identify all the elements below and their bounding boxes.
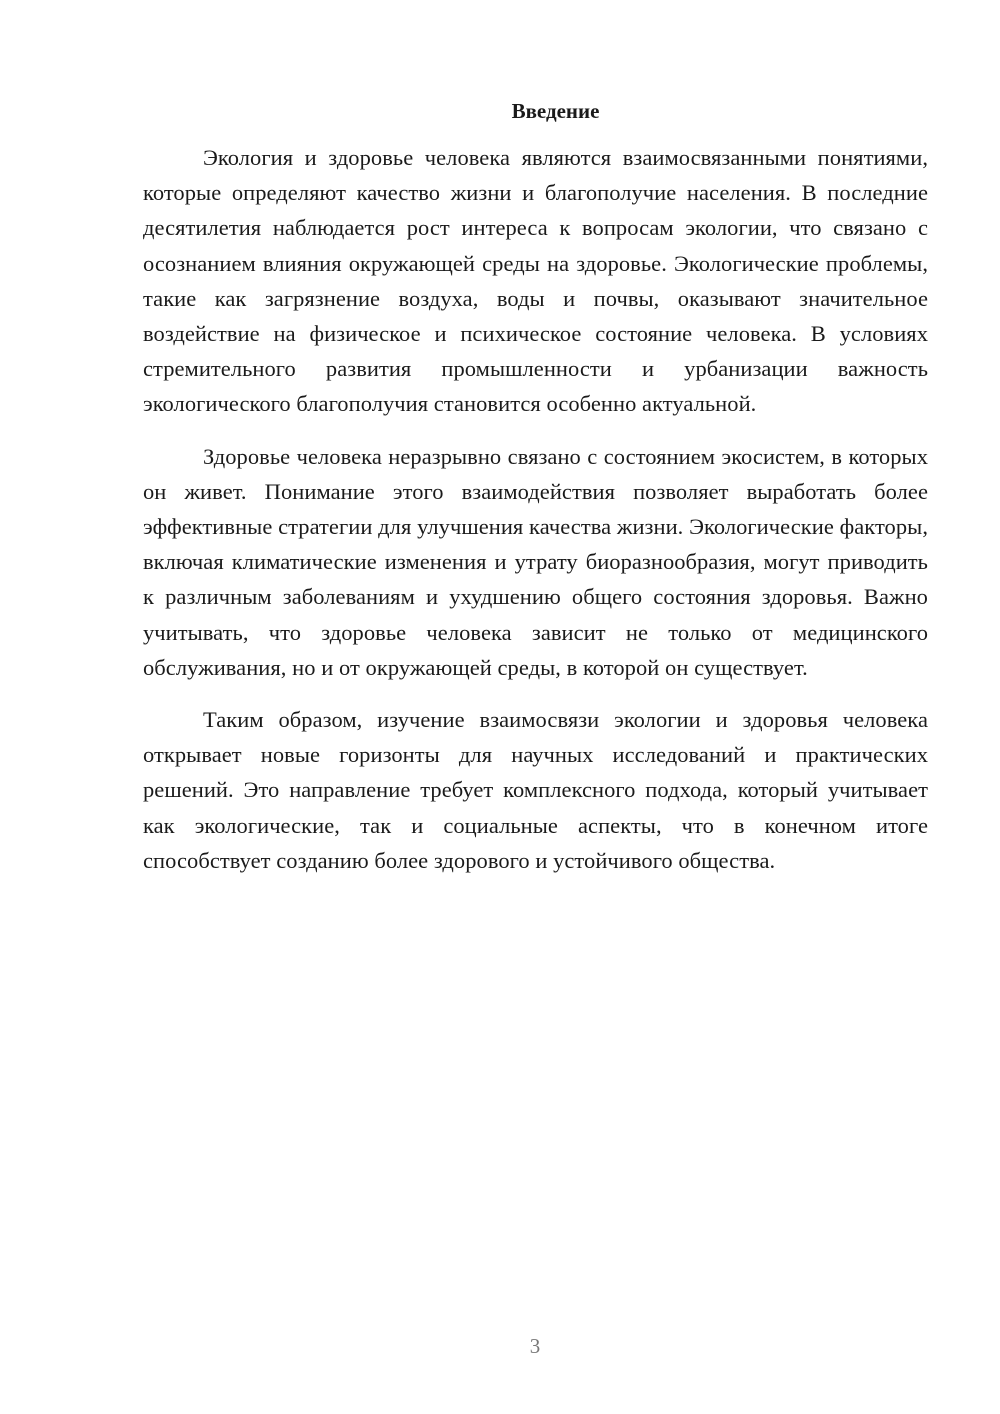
- paragraph-3: Таким образом, изучение взаимосвязи экологии и здоровья человека открывает новые горизонты для научных исследований и практических решений. Это направление требует комплексного подхода, который учитывает как экологические, так и социальные аспекты, что в конечном итоге способствует созданию более здорового и устойчивого общества.: [143, 707, 928, 873]
- paragraph-1: Экология и здоровье человека являются взаимосвязанными понятиями, которые определяют качество жизни и благополучие населения. В последние десятилетия наблюдается рост интереса к вопросам экологии, что связано с осознанием влияния окружающей среды на здоровье. Экологические проблемы, такие как загрязнение воздуха, воды и почвы, оказывают значительное воздействие на физическое и психическое состояние человека. В условиях стремительного развития промышленности и урбанизации важность экологического благополучия становится особенно актуальной.: [143, 145, 928, 417]
- paragraph-2: Здоровье человека неразрывно связано с состоянием экосистем, в которых он живет. Понимание этого взаимодействия позволяет выработать более эффективные стратегии для улучшения качества жизни. Экологические факторы, включая климатические изменения и утрату биоразнообразия, могут приводить к различным заболеваниям и ухудшению общего состояния здоровья. Важно учитывать, что здоровье человека зависит не только от медицинского обслуживания, но и от окружающей среды, в которой он существует.: [143, 443, 928, 680]
- page-content: [143, 96, 928, 895]
- section-heading: Введение: [511, 99, 600, 123]
- page-number: 3: [529, 1334, 541, 1358]
